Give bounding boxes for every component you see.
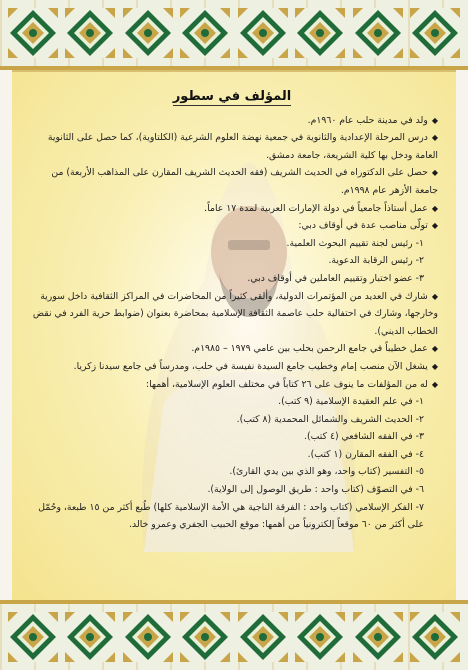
paragraph-text: ٢- الحديث الشريف والشمائل المحمدية (٨ كتب).	[236, 413, 424, 425]
ornament-tile-icon	[238, 8, 288, 58]
list-sub-item	[26, 499, 438, 534]
paragraph-text: درس المرحلة الإعدادية والثانوية في جمعية نهضة العلوم الشرعية (الكلتاوية)، كما حصل على الثانوية العامة ودخل بها كلية الشريعة، جامعة دمشق.	[47, 132, 438, 161]
paragraph-text: عمل خطيباً في جامع الرحمن بحلب بين عامي ١٩٧٩ – ١٩٨٥م.	[191, 343, 428, 355]
ornament-tile-icon	[65, 612, 115, 662]
paragraph-text: ولد في مدينة حلب عام ١٩٦٠م.	[307, 114, 428, 126]
paragraph-text: له من المؤلفات ما ينوف على ٢٦ كتاباً في مختلف العلوم الإسلامية، أهمها:	[145, 378, 428, 390]
top-ornamental-border	[0, 0, 468, 66]
ornament-tile-icon	[410, 8, 460, 58]
paragraph-text: حصل على الدكتوراه في الحديث الشريف (فقه الحديث الشريف المقارن على المذاهب الأربعة) من جامعة الأزهر عام ١٩٩٨م.	[51, 167, 438, 196]
diamond-bullet-icon: ◆	[431, 168, 438, 178]
list-sub-item	[26, 411, 438, 429]
diamond-bullet-icon: ◆	[431, 361, 438, 371]
diamond-bullet-icon: ◆	[431, 344, 438, 354]
paragraph-text: ٧- الفكر الإسلامي (كتاب واحد : الفرقة الناجية هي الأمة الإسلامية كلها) طُبع أكثر من ١٥ طبعة، وحُمّل على أكثر من ٦٠ موقعاً إلكترونياً من أهمها: موقع الحبيب الجفري وعمرو خالد.	[38, 501, 424, 531]
list-sub-item	[26, 235, 438, 253]
diamond-bullet-icon: ◆	[431, 203, 438, 213]
ornament-tile-icon	[8, 8, 58, 58]
bullet-paragraph	[26, 358, 438, 376]
bullet-paragraph	[26, 288, 438, 341]
bottom-ornamental-border	[0, 604, 468, 670]
paragraph-text: يشغل الآن منصب إمام وخطيب جامع السيدة نفيسة في حلب، ومدرساً في جامع سيدنا زكريا.	[73, 360, 428, 372]
page-title: المؤلف في سطور	[172, 89, 292, 104]
bullet-paragraph	[26, 217, 438, 235]
paragraph-text: ١- رئيس لجنة تقييم البحوث العلمية.	[286, 237, 424, 249]
paragraph-text: شارك في العديد من المؤتمرات الدولية، وألقى كثيراً من المحاضرات في المراكز الثقافية داخل سورية وخارجها، وشارك في احتفالية حلب عاصمة الثقافة الإسلامية بمحاضرة بعنوان (ضوابط حرية الفرد في نقض الخطاب الديني).	[32, 290, 438, 337]
ornament-tile-icon	[238, 612, 288, 662]
bullet-paragraph	[26, 112, 438, 130]
bullet-paragraph	[26, 164, 438, 199]
ornament-tile-icon	[8, 612, 58, 662]
list-sub-item	[26, 481, 438, 499]
paragraph-text: ٣- في الفقه الشافعي (٤ كتب).	[304, 431, 424, 443]
diamond-bullet-icon: ◆	[431, 115, 438, 125]
ornament-tile-icon	[123, 612, 173, 662]
diamond-bullet-icon: ◆	[431, 291, 438, 301]
diamond-bullet-icon: ◆	[431, 221, 438, 231]
ornament-tile-icon	[295, 612, 345, 662]
bullet-paragraph	[26, 376, 438, 394]
paragraph-text: ٢- رئيس الرقابة الدعوية.	[328, 255, 424, 267]
list-sub-item	[26, 252, 438, 270]
ornament-tile-icon	[123, 8, 173, 58]
paragraph-text: تولّى مناصب عدة في أوقاف دبي:	[298, 220, 428, 232]
ornament-tile-icon	[65, 8, 115, 58]
paragraph-text: ٤- في الفقه المقارن (١ كتب).	[307, 448, 424, 460]
author-bio-text	[12, 72, 456, 534]
diamond-bullet-icon: ◆	[431, 133, 438, 143]
bullet-paragraph	[26, 340, 438, 358]
list-sub-item	[26, 463, 438, 481]
content-panel	[12, 70, 456, 604]
ornament-tile-icon	[295, 8, 345, 58]
list-sub-item	[26, 428, 438, 446]
ornament-tile-icon	[353, 612, 403, 662]
paragraph-text: ٥- التفسير (كتاب واحد، وهو الذي بين يدي القارئ).	[229, 466, 424, 478]
paragraph-text: عمل أستاذاً جامعياً في دولة الإمارات العربية لمدة ١٧ عاماً.	[204, 202, 428, 214]
list-sub-item	[26, 270, 438, 288]
paragraph-text: ٦- في التصوّف (كتاب واحد : طريق الوصول إلى الولاية).	[207, 484, 424, 496]
ornament-tile-icon	[410, 612, 460, 662]
list-sub-item	[26, 446, 438, 464]
ornament-tile-icon	[180, 612, 230, 662]
diamond-bullet-icon: ◆	[431, 379, 438, 389]
list-sub-item	[26, 393, 438, 411]
paragraph-text: ٣- عضو اختبار وتقييم العاملين في أوقاف دبي.	[247, 272, 424, 284]
bullet-paragraph	[26, 129, 438, 164]
paragraph-text: ١- في علم العقيدة الإسلامية (٩ كتب).	[278, 396, 424, 408]
bullet-paragraph	[26, 200, 438, 218]
ornament-tile-icon	[353, 8, 403, 58]
ornament-tile-icon	[180, 8, 230, 58]
